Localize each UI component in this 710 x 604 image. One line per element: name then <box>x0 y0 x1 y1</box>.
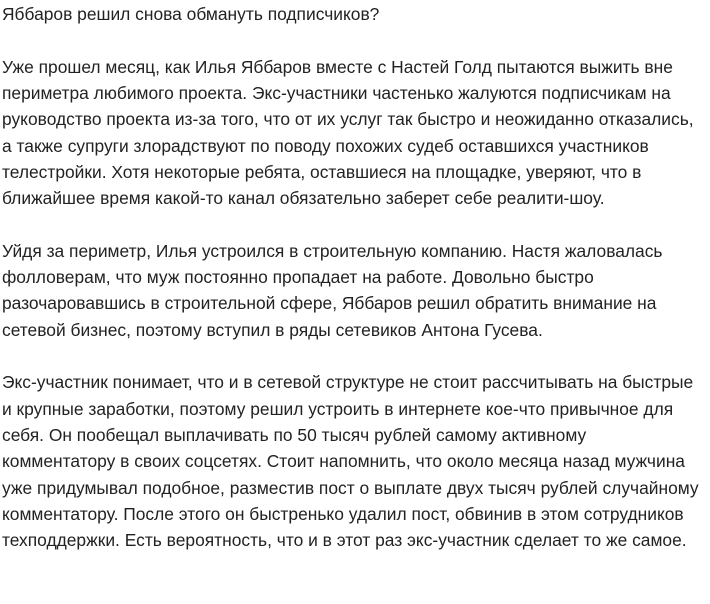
article-paragraph-3: Экс-участник понимает, что и в сетевой структуре не стоит рассчитывать на быстрые и крупные заработки, поэтому решил устроить в интернете кое-что привычное для себя. Он пообещал выплачивать по 50 тысяч рублей самому активному комментатору в своих соцсетях. Стоит напомнить, что около месяца назад мужчина уже придумывал подобное, разместив пост о выплате двух тысяч рублей случайному комментатору. После этого он быстренько удалил пост, обвинив в этом сотрудников техподдержки. Есть вероятность, что и в этот раз экс-участник сделает то же самое. <box>2 372 699 551</box>
article-paragraph-1: Уже прошел месяц, как Илья Яббаров вместе с Настей Голд пытаются выжить вне периметра любимого проекта. Экс-участники частенько жалуются подписчикам на руководство проекта из-за того, что от их услуг так быстро и неожиданно отказались, а также супруги злорадствуют по поводу похожих судеб оставшихся участников телестройки. Хотя некоторые ребята, оставшиеся на площадке, уверяют, что в ближайшее время какой-то канал обязательно заберет себе реалити-шоу. <box>2 56 694 209</box>
article-paragraph-2: Уйдя за периметр, Илья устроился в строительную компанию. Настя жаловалась фолловерам, что муж постоянно пропадает на работе. Довольно быстро разочаровавшись в строительной сфере, Яббаров решил обратить внимание на сетевой бизнес, поэтому вступил в ряды сетевиков Антона Гусева. <box>2 240 663 340</box>
article-title: Яббаров решил снова обмануть подписчиков? <box>2 4 380 24</box>
